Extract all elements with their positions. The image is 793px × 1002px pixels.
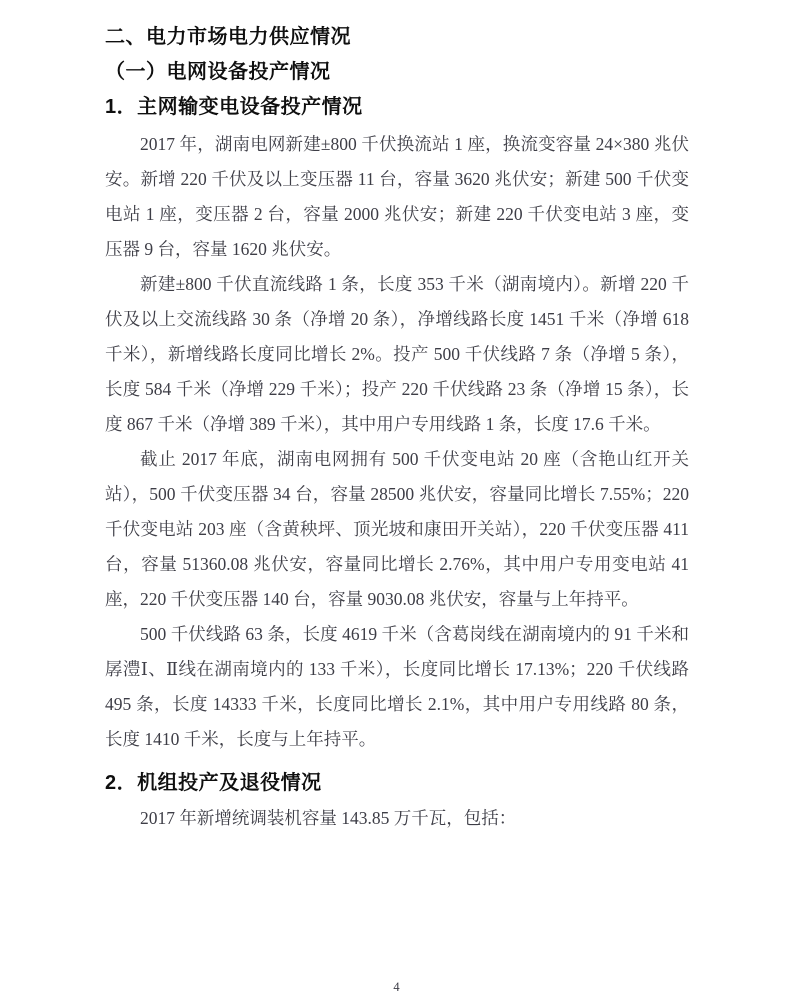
- grid-equipment-paragraph-2: 新建±800 千伏直流线路 1 条，长度 353 千米（湖南境内）。新增 220 千伏及以上交流线路 30 条（净增 20 条），净增线路长度 1451 千米（净增 618 千米），新增线路长度同比增长 2%。投产 500 千伏线路 7 条（净增 5 条），长度 584 千米（净增 229 千米）；投产 220 千伏线路 23 条（净增 15 条），长度 867 千米（净增 389 千米），其中用户专用线路 1 条，长度 17.6 千米。: [105, 274, 689, 434]
- unit-commissioning-paragraph: 2017 年新增统调装机容量 143.85 万千瓦，包括：: [140, 808, 517, 828]
- page-number: 4: [393, 980, 400, 994]
- section-heading: 二、电力市场电力供应情况: [105, 26, 351, 48]
- grid-equipment-paragraph-4: 500 千伏线路 63 条，长度 4619 千米（含葛岗线在湖南境内的 91 千米和孱澧Ⅰ、Ⅱ线在湖南境内的 133 千米），长度同比增长 17.13%；220 千伏线路 495 条，长度 14333 千米，长度同比增长 2.1%，其中用户专用线路 80 条，长度 1410 千米，长度与上年持平。: [105, 624, 689, 749]
- grid-equipment-paragraph-1: 2017 年，湖南电网新建±800 千伏换流站 1 座，换流变容量 24×380 兆伏安。新增 220 千伏及以上变压器 11 台，容量 3620 兆伏安；新建 500 千伏变电站 1 座，变压器 2 台，容量 2000 兆伏安；新建 220 千伏变电站 3 座，变压器 9 台，容量 1620 兆伏安。: [105, 134, 689, 259]
- grid-equipment-paragraph-3: 截止 2017 年底，湖南电网拥有 500 千伏变电站 20 座（含艳山红开关站），500 千伏变压器 34 台，容量 28500 兆伏安，容量同比增长 7.55%；220 千伏变电站 203 座（含黄秧坪、顶光坡和康田开关站），220 千伏变压器 411 台，容量 51360.08 兆伏安，容量同比增长 2.76%，其中用户专用变电站 41 座，220 千伏变压器 140 台，容量 9030.08 兆伏安，容量与上年持平。: [105, 449, 689, 609]
- topic2-heading: 2．机组投产及退役情况: [105, 772, 322, 794]
- subsection-heading: （一）电网设备投产情况: [105, 61, 331, 83]
- topic1-heading: 1．主网输变电设备投产情况: [105, 96, 363, 118]
